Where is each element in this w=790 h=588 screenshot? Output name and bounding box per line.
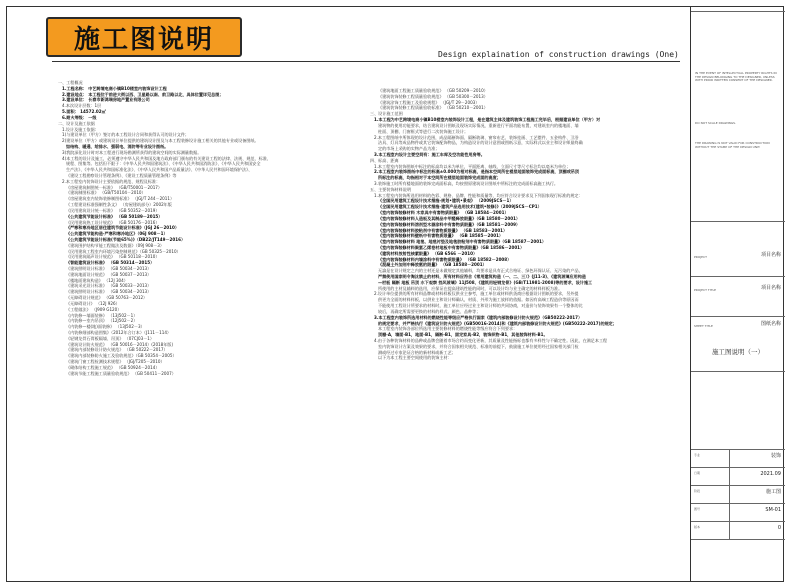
text-line: 五、主要装饰材料说明 — [370, 186, 411, 192]
text-line: 《公共建筑节能构造-严寒和寒冷地区》（06J 908－1） — [66, 231, 168, 237]
title-block — [690, 6, 784, 582]
field-value: 2021.09 — [760, 471, 781, 477]
text-line: 《严寒和寒冷地区居住建筑节能设计标准》（JGJ 26－2010） — [66, 225, 179, 231]
sheet-title-row — [691, 317, 785, 372]
text-line: 供更为全面的材料样板，以供业主和设计师确认，材质、外形为施工放样的依据。如因有高端工程造价等原因而 — [378, 297, 579, 303]
text-line: 1.本工程室内装饰所选用材料的色彩、规格、品牌、性能和质量等，均应符合设计要求及下列国家现行标准的规定： — [374, 192, 583, 198]
text-line: 《内装修细部构造图集》（2012年合订本）（J111－114） — [66, 329, 172, 335]
text-line: 3.本工程室内装饰所选用材料的燃烧性能等级应严格执行国家《建筑内部装修设计防火规范》（GB50222-2017） — [374, 314, 583, 320]
text-line: 2.本工程图纸中所体现的设计范围，成品隔断饰面、隔断玻璃、窗帘布艺、装饰挂画、工艺摆件、五金构件、卫浴 — [374, 134, 579, 140]
text-line: 《建筑地面工程施工质量验收规范》 （GB 50209－2010） — [378, 88, 488, 93]
text-line: 1.本工程室内装饰图纸中标注的标高均以米为单位，平面距离、轴线、立面尺寸等尺寸标注均以毫米为单位； — [374, 163, 571, 169]
text-line: 无論是在设计规定之内的主材还是未做规定其他辅料，均要求是具有正式合格证、绿色环保认证、无污染的产品， — [378, 268, 583, 274]
text-line: 3.建设单位： 长春市新鸿瑞房地产置业有限公司 — [62, 97, 150, 103]
field-row — [691, 486, 785, 504]
text-line: 《室内装饰装修材料 地毯、地毯衬垫及地毯胶粘剂中有害物质限量》（GB 18587－2001） — [378, 239, 547, 245]
field-value: 0 — [777, 525, 781, 531]
text-line: 三、设计施工范围 — [370, 111, 403, 117]
text-line: 3)我院深化设计时对本工程进行现场勘测所获得的建筑空间的实际测量数据。 — [62, 149, 202, 155]
text-line: 《建筑内部装修设计防火规范》 （GB 50222－2017） — [66, 347, 168, 353]
text-line: 2)建设单位（甲方）或建筑设计单位提供的建筑设计图及与本工程装修设计施工相关的其他专业或设备图纸。 — [62, 138, 259, 144]
text-line: 洁具、灯具等成品物件或其它装饰配饰物品，为构造设计的设计意图或图纸示意，实际样式以业主和设计师最终确 — [378, 140, 583, 146]
note-line: THE DRAWING IS NOT VALID FOR CONSTRUCTION WITHOUT THE STAMP OF THE DESIGN UNIT. — [695, 141, 770, 149]
text-line: 《室内装饰装修材料人造板及其制品中甲醛释放限量》（GB 18580－2001） — [378, 215, 521, 221]
row-label: PROJECT — [694, 255, 707, 259]
text-line: 2.建设地点： 本工程位于前进大街以西、卫星路以南、前卫路以北，具体位置详见总图； — [62, 91, 224, 97]
text-line: 《无障碍设计规范》 （GB 50763－2012） — [66, 295, 148, 301]
text-line: 《室内装饰装修材料溶剂型木器涂料中有害物质限量》（GB 18581－2009） — [378, 221, 521, 227]
text-line: 2.设计单位提供的所有材料品牌或材料样板仅供业主参考，施工单位或材料供货商应根据设计图纸的要求，另外提 — [374, 291, 579, 297]
text-line: 《混凝土外加剂中释放氨的限量》 （GB 18588－2001） — [378, 262, 487, 268]
text-line: 《建筑采光设计标准》 （GB 50033－2013） — [66, 283, 152, 289]
sheet-title: 施工图说明（一） — [712, 348, 764, 356]
text-line: 《无障碍设计》 （12J 926） — [66, 300, 120, 306]
text-line: 《建筑材料放射性核素限量》 （GB 6566 －2010） — [378, 250, 478, 256]
row-value: 项目名称 — [760, 252, 781, 258]
row-label: SHEET TITLE — [694, 324, 713, 328]
note-line: IN THE EVENT OF INTELLECTUAL PROPERTY RIGHTS IN THE DESIGN BELONGING TO THE DESIGNER, UNLESS WITH PRIOR WRITTEN CONSENT OF THE DESIGNER. — [695, 71, 777, 83]
text-line: —栏板 隔断 地板 吊顶 水下观察 挡风玻璃》11J508、《建筑用轻钢龙骨》(GB/T11981-2008)等的要求，设计施工 — [378, 279, 593, 285]
text-line: 一、工程概况 — [58, 80, 83, 85]
text-line: 《房屋建筑室内装饰装修制图标准》 （JGJ/T 244－2011） — [66, 196, 175, 202]
project-row — [691, 222, 785, 277]
text-line: 《室内装饰装修材料胶粘剂中有害物质限量》 （GB 18583－2001） — [378, 227, 508, 233]
text-line: 《建筑装饰装修工程质量验收标准》 （GB 50210－2001） — [378, 105, 488, 111]
field-row — [691, 504, 785, 522]
text-line: 生产法》、《中华人民共和国标准化法》、《中华人民共和国产品质量法》、《中华人民共和国环境保护法》、 — [66, 167, 253, 173]
text-line: 如结构、暖通、给排水、强弱电、消防等专业设计图纸。 — [66, 143, 169, 149]
field-row — [691, 522, 785, 540]
page-title: 施工图说明 — [73, 24, 214, 55]
text-line: 《民用建筑隔声设计规范》 （GB 50118－2010） — [66, 254, 160, 260]
note-line: DO NOT SCALE DRAWINGS. — [695, 121, 737, 125]
field-row — [691, 450, 785, 468]
title-banner — [46, 17, 242, 57]
text-line: 《建筑照明设计标准》 （GB 50034－2013） — [66, 289, 152, 295]
text-line: 《建筑涂饰工程施工及验收规程》 （JGJ/T 29－2003） — [378, 99, 480, 105]
text-line: 4.由于各种装饰材料的品种或品牌会随着市场合约而变化更新，其质量及性能指标也都有多样性与不确定性。因此，在满足本工程 — [374, 337, 608, 343]
text-line: 《建筑装饰装修工程质量验收规范》 （GB 50300－2013） — [378, 93, 488, 99]
text-line: 《室内装饰装修材料内墙涂料中有害物质限量》 （GB 18582－2008） — [378, 256, 512, 262]
text-line: 2.本工程室内装饰图纸中标注的标高±0.000为相对标高，是指本空间所在楼层地面装饰完成面标高，顶棚或吊顶 — [374, 169, 579, 175]
text-line: 本工程室内装饰各部位所选用主要装修材料的燃烧性能等级应符合下列要求： — [378, 326, 518, 332]
text-line: 6.耐火等级： 一级 — [62, 114, 97, 120]
text-line: 1.设计及施工依据: — [62, 126, 96, 132]
text-line: 《室内装饰装修材料壁纸中有害物质限量》 （GB 18585－2001） — [378, 233, 504, 239]
text-line: 《工程做法》 （J909 G120） — [66, 306, 122, 312]
text-line: 《公共建筑节能设计标准》 （GB 50189－2015） — [66, 213, 163, 219]
right-text-column — [370, 88, 676, 361]
text-line: 以下为本工程主要空间使用的装饰主材： — [378, 355, 452, 361]
text-line: 《建筑制图标准》 （GB/T50104－2010） — [66, 190, 146, 196]
project-title-row — [691, 277, 785, 317]
text-line: 建筑物的使用功能要求，结合建筑设计图纸及现场实际情况，重新进行平面功能布置，对建筑室内的楼地面、墙 — [378, 122, 579, 128]
text-line: 的规定要求，并严格执行《建筑设计防火规范》(GB50016-2014)和《建筑内部装修设计防火规范》(GB50222-2017)的规定； — [378, 320, 617, 326]
text-line: 《建筑节能工程施工质量验收规范》 （GB 50411－2007） — [66, 370, 176, 376]
left-text-column — [58, 80, 358, 376]
title-underline — [52, 61, 680, 62]
text-line: 《轻钢龙骨石膏板隔墙、吊顶》 （07CJ03－1） — [66, 335, 154, 341]
text-line: 较后，再确定所需要更换的材料的样式、颜色、品种等； — [378, 308, 481, 314]
text-line: 《建筑设计防火规范》 （GB 50016－2014）(2018年版) — [66, 341, 174, 347]
title-block-notes — [691, 12, 785, 222]
text-line: 1)与建设单位（甲方）签订的本工程设计合同和获得认可的设计文件； — [62, 132, 190, 138]
english-title: Design explaination of construction drawings (One) — [438, 50, 679, 59]
text-line: 定的市场上采购的实物产品为准； — [378, 146, 440, 152]
text-line: 1.本工程为中艺跨境电商小镇B10楼室内装饰设计工程，是在建筑主体及建筑装饰工程施工完毕后，根据建设单位（甲方）对 — [374, 117, 601, 123]
field-divider — [729, 450, 730, 540]
field-label: 图号 — [694, 507, 701, 511]
text-line: 《建筑地面设计规范》 （GB 50037－2013） — [66, 271, 152, 277]
text-line: 顶棚-A，墙面-B1，地面-B1，隔断-B1，固定家具-B2，装饰织物-B1，其他装饰材料-B1。 — [378, 332, 548, 338]
text-line: 不能使用工程设计所要求的材料时，施工单位应经过业主和设计师的共同协商，对造价与装饰效果有一个整体的比 — [378, 303, 583, 309]
text-line: 柱面、顶棚、门窗框式等进行二次装饰施工设计； — [378, 128, 469, 134]
text-line: 二、设计及施工依据 — [58, 120, 95, 126]
row-value: 图纸名称 — [760, 321, 781, 327]
text-line: 所标注的标高，均指相对于本空间所在楼层地面装饰完成面的高度； — [378, 175, 501, 181]
blank-row — [691, 372, 785, 450]
text-line: 《工程建设标准强制性条文》 （房屋建筑部分）2002年版 — [66, 202, 172, 208]
text-line: 《室内装饰装修材料聚氯乙烯卷材地板中有害物质限量》（GB 18586－2001） — [378, 244, 525, 250]
text-line: 《智能建筑设计标准》 （GB 50314－2015） — [66, 260, 155, 266]
field-label: 阶段 — [694, 489, 701, 493]
text-line: 《建筑围护结构节能工程做法及数据》（09J 908－3） — [66, 242, 164, 248]
text-line: 《全国民用建筑工程设计技术措施-规划•建筑•景观》 （2009JSCS－1） — [378, 198, 514, 204]
text-line: 1.工程名称： 中艺跨境电商小镇B10楼室内装饰设计工程 — [62, 85, 167, 91]
text-line: 所使用的主材及辅料的选用，应保证在提高建筑性能的同时，可以设计均与业主确定的材料样板为准。 — [378, 285, 563, 291]
text-line: 《室内装饰装修材料 木家具中有害物质限量》 （GB 18584－2001） — [378, 210, 509, 216]
text-line: 4)本工程的设计及施工，必须遵守中华人民共和国及地方政府部门颁布的有关建设工程的法律、法规、规范、标准、 — [62, 155, 271, 161]
field-value: SM-01 — [765, 507, 781, 513]
field-label: 版本 — [694, 525, 701, 529]
text-line: 《建筑内部装修防火施工及验收规范》（GB 50354－2005） — [66, 353, 177, 359]
text-line: 严禁使用国家明令淘汰禁止的材料，所有材料应符合《常用建筑构造（一、二、三）》(J11-3)、《建筑玻璃应用构造 — [378, 274, 586, 279]
text-line: 《楼地面建筑构造》 （12J 304） — [66, 277, 128, 283]
text-line: 《内装修—楼(地)面装修》 （13J502－3） — [66, 324, 145, 330]
row-label: PROJECT TITLE — [694, 288, 717, 292]
text-line: 《砌体结构工程施工规范》 （GB 50924－2014） — [66, 364, 160, 370]
text-line: 规程、图集等。包括但不限于：《中华人民共和国建筑法》、《中华人民共和国消防法》、《中华人民共和国安全 — [66, 161, 261, 167]
text-line: 《民用建筑设计统一标准》 （GB 50352－2019） — [66, 207, 160, 213]
text-line: 《公共建筑节能设计标准(节能65%)》（DB22/JT149－2016） — [66, 236, 186, 242]
text-line: 《全国民用建筑工程设计技术措施-建筑产品选用技术(建筑•装修)》（2009JSCS－CP1） — [378, 204, 542, 210]
text-line: 《内装修—室内吊顶》 （12J502－2） — [66, 318, 138, 324]
text-line: 《房屋建筑制图统一标准》 （GB/T50001－2017） — [66, 184, 163, 190]
field-label: 日期 — [694, 471, 701, 475]
field-label: 专业 — [694, 453, 701, 457]
text-line: 《民用建筑工程室内环境污染控制规范》（GB 50325－2010） — [66, 248, 181, 254]
text-line: 室内装饰设计方案及效果的要求，并符合国家相关规范、标准的前提下，鼓励施工单位使用经过国家相关部门检 — [378, 343, 579, 349]
text-line: 《建设工程勘察设计管理条例》、《建设工程质量管理条例》等 — [66, 173, 177, 178]
text-line: 《建筑照明设计标准》 （GB 50034－2013） — [66, 266, 152, 271]
text-line: 《内装修—墙面装修》 （13J502－1） — [66, 312, 138, 318]
text-line: 测或经过专家论证合格的新材料或新工艺； — [378, 349, 456, 355]
text-line: 四、标高、距离 — [370, 157, 399, 163]
field-value: 装饰 — [770, 453, 781, 459]
text-line: 3.装饰施工时所有楼地面的装饰完成面标高，均按照原建筑设计图纸中所标注的完成面标高施工执行。 — [374, 181, 559, 186]
row-value: 项目名称 — [760, 285, 781, 291]
field-value: 施工图 — [765, 489, 781, 495]
text-line: 《民用建筑热工设计规范》 （GB 50176－2016） — [66, 219, 160, 225]
text-line: 5.面积： 14572.02㎡ — [62, 109, 106, 115]
text-line: 2.本工程室内装饰设计主要依据的规范、规程及标准： — [62, 178, 161, 184]
text-line: 3.本工程室内设计主要空间有：施工车库及空功能性用房等。 — [374, 151, 485, 157]
text-line: 《建筑门窗工程检测技术规程》 （JGJ/T205－2010） — [66, 359, 165, 364]
text-line: 4.本次设计层数：1层 — [62, 103, 102, 109]
field-row — [691, 468, 785, 486]
